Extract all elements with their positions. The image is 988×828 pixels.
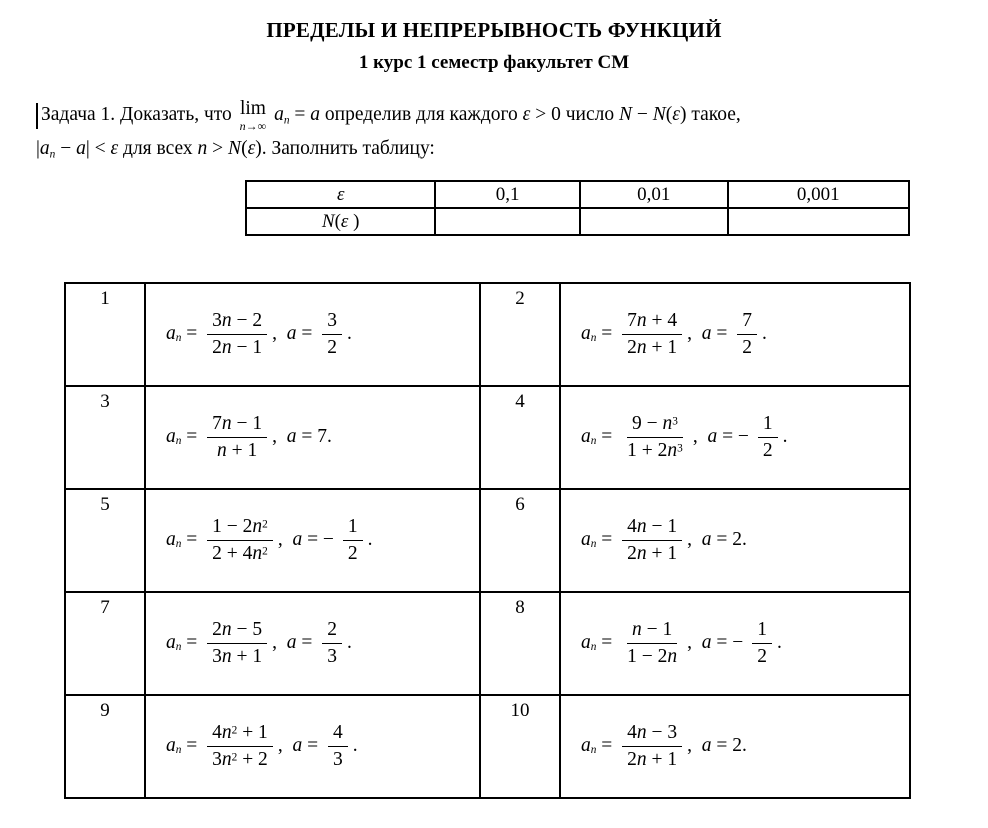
fraction: $\frac{4}{3}$ xyxy=(328,721,348,773)
formula-expression: $a_n$ = $\frac{3n - 2}{2n - 1}$ , a = $\frac{3}{2}$ . xyxy=(166,323,352,344)
fraction: $\frac{4n^2 + 1}{3n^2 + 2}$ xyxy=(207,721,273,773)
n-eps-input-cell[interactable] xyxy=(580,208,728,235)
task-intro: Задача 1. Доказать, что xyxy=(41,104,232,125)
formula-expression: $a_n$ = $\frac{1 - 2n^2}{2 + 4n^2}$ , a = − $\frac{1}{2}$ . xyxy=(166,529,372,550)
problem-number: 3 xyxy=(65,386,145,489)
fraction: $\frac{7}{2}$ xyxy=(737,309,757,361)
fraction: $\frac{4n - 1}{2n + 1}$ xyxy=(622,515,682,567)
formula-expression: $a_n$ = $\frac{4n - 3}{2n + 1}$ , a = 2. xyxy=(581,735,747,756)
problem-number: 6 xyxy=(480,489,560,592)
task-mid2: число xyxy=(565,104,615,125)
fraction: $\frac{2n - 5}{3n + 1}$ xyxy=(207,618,267,670)
problem-formula xyxy=(560,592,910,695)
fraction: $\frac{7n - 1}{n + 1}$ xyxy=(207,412,267,464)
eps-header-row xyxy=(246,181,909,208)
problems-row xyxy=(65,283,910,386)
eps-value-header: 0,01 xyxy=(580,181,728,208)
task-mid1: определив для каждого xyxy=(324,104,518,125)
fraction: $\frac{1}{2}$ xyxy=(343,515,363,567)
fraction: $\frac{1 - 2n^2}{2 + 4n^2}$ xyxy=(207,515,273,567)
eps-value-header: 0,001 xyxy=(728,181,910,208)
page-subtitle: 1 курс 1 семестр факультет СМ xyxy=(358,52,630,73)
problem-formula xyxy=(560,695,910,798)
eps-value-row xyxy=(246,208,909,235)
formula-expression: $a_n$ = $\frac{7n - 1}{n + 1}$ , a = 7. xyxy=(166,426,332,447)
problems-row xyxy=(65,695,910,798)
formula-expression: $a_n$ = $\frac{4n^2 + 1}{3n^2 + 2}$ , a = $\frac{4}{3}$ . xyxy=(166,735,358,756)
problem-formula xyxy=(560,489,910,592)
text-cursor xyxy=(36,103,38,129)
limit-equation: $a_n = a$ xyxy=(274,104,321,127)
eps-symbol-cell: ε xyxy=(246,181,435,208)
problem-formula xyxy=(145,489,480,592)
problem-number: 4 xyxy=(480,386,560,489)
problem-number: 7 xyxy=(65,592,145,695)
problems-row xyxy=(65,592,910,695)
epsilon-condition: ε > 0 xyxy=(522,104,561,125)
problem-number: 5 xyxy=(65,489,145,592)
abs-inequality: $|a_n - a| < \varepsilon$ xyxy=(36,138,119,161)
problem-number: 8 xyxy=(480,592,560,695)
problems-body xyxy=(65,283,910,798)
fraction: $\frac{1}{2}$ xyxy=(758,412,778,464)
problem-formula xyxy=(560,283,910,386)
n-condition: n > N(ε). xyxy=(197,138,267,160)
limit-notation xyxy=(240,99,267,133)
fraction: $\frac{9 - n^3}{1 + 2n^3}$ xyxy=(627,412,683,462)
formula-expression: $a_n$ = $\frac{2n - 5}{3n + 1}$ , a = $\frac{2}{3}$ . xyxy=(166,632,352,653)
task-tail2: Заполнить таблицу: xyxy=(271,138,435,160)
eps-value-header: 0,1 xyxy=(435,181,580,208)
fraction: $\frac{3n - 2}{2n - 1}$ xyxy=(207,309,267,361)
problems-row xyxy=(65,489,910,592)
lim-subscript: n→∞ xyxy=(239,119,267,134)
fraction: $\frac{7n + 4}{2n + 1}$ xyxy=(622,309,682,361)
problem-number: 9 xyxy=(65,695,145,798)
problems-row xyxy=(65,386,910,489)
task-mid3: для всех xyxy=(123,138,193,160)
problem-formula xyxy=(145,386,480,489)
fraction: $\frac{4n - 3}{2n + 1}$ xyxy=(622,721,682,773)
task-paragraph xyxy=(36,98,970,166)
formula-expression: $a_n$ = $\frac{4n - 1}{2n + 1}$ , a = 2. xyxy=(581,529,747,550)
epsilon-table xyxy=(245,180,910,236)
problems-table xyxy=(64,282,911,799)
n-eps-input-cell[interactable] xyxy=(435,208,580,235)
problem-formula xyxy=(145,283,480,386)
fraction: $\frac{3}{2}$ xyxy=(322,309,342,361)
problem-number: 10 xyxy=(480,695,560,798)
fraction: $\frac{1}{2}$ xyxy=(752,618,772,670)
fraction: $\frac{n - 1}{1 - 2n}$ xyxy=(627,618,678,668)
n-expression: N − N(ε) xyxy=(619,104,687,125)
n-eps-input-cell[interactable] xyxy=(728,208,910,235)
page-title: ПРЕДЕЛЫ И НЕПРЕРЫВНОСТЬ ФУНКЦИЙ xyxy=(266,18,722,42)
formula-expression: $a_n$ = $\frac{9 - n^3}{1 + 2n^3}$ , a = − $\frac{1}{2}$ . xyxy=(581,426,787,447)
formula-expression: $a_n$ = $\frac{n - 1}{1 - 2n}$ , a = − $\frac{1}{2}$ . xyxy=(581,632,782,653)
problem-formula xyxy=(145,695,480,798)
lim-word: lim xyxy=(239,97,266,119)
n-eps-label-cell: N(ε ) xyxy=(246,208,435,235)
problem-number: 1 xyxy=(65,283,145,386)
problem-formula xyxy=(560,386,910,489)
problem-formula xyxy=(145,592,480,695)
fraction: $\frac{2}{3}$ xyxy=(322,618,342,670)
problem-number: 2 xyxy=(480,283,560,386)
task-tail1: такое, xyxy=(691,104,741,125)
formula-expression: $a_n$ = $\frac{7n + 4}{2n + 1}$ , a = $\frac{7}{2}$ . xyxy=(581,323,767,344)
